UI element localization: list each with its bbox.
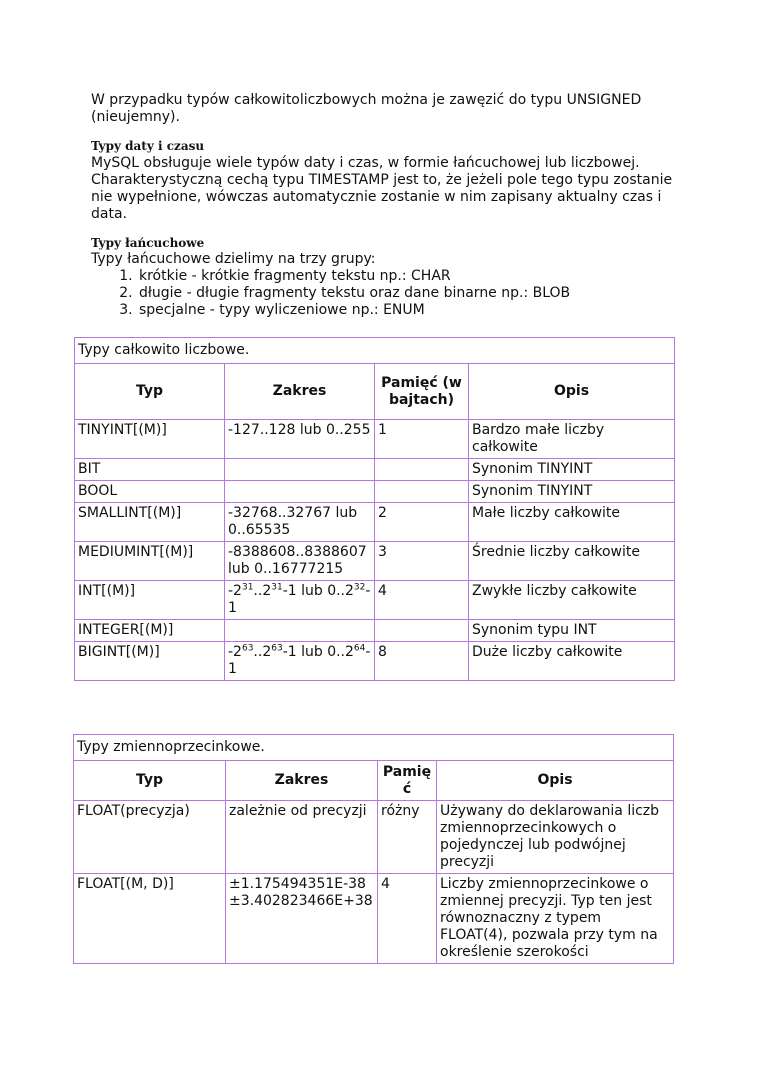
cell-opis: Duże liczby całkowite bbox=[469, 642, 675, 681]
cell-opis: Liczby zmiennoprzecinkowe o zmiennej precyzji. Typ ten jest równoznaczny z typem FLOAT(4), pozwala przy tym na określenie szerokości bbox=[437, 874, 674, 964]
cell-zakres bbox=[225, 620, 375, 642]
cell-zakres bbox=[225, 459, 375, 481]
cell-zakres: -8388608..8388607 lub 0..16777215 bbox=[225, 542, 375, 581]
cell-opis: Synonim typu INT bbox=[469, 620, 675, 642]
cell-typ: TINYINT[(M)] bbox=[75, 420, 225, 459]
list-item: 1. krótkie - krótkie fragmenty tekstu np.: CHAR bbox=[137, 268, 570, 285]
cell-opis: Średnie liczby całkowite bbox=[469, 542, 675, 581]
table-caption: Typy całkowito liczbowe. bbox=[75, 338, 675, 364]
cell-zakres: $-2^{63}..2^{63}-1$ lub 0..2$^{64}$-1 bbox=[225, 642, 375, 681]
column-header-opis: Opis bbox=[437, 761, 674, 801]
cell-pamiec: 4 bbox=[378, 874, 437, 964]
list-item: 2. długie - długie fragmenty tekstu oraz dane binarne np.: BLOB bbox=[137, 285, 570, 302]
table-row bbox=[75, 620, 675, 642]
cell-typ: BIGINT[(M)] bbox=[75, 642, 225, 681]
cell-pamiec: 1 bbox=[375, 420, 469, 459]
column-header-pamiec: Pamięć (w bajtach) bbox=[375, 364, 469, 420]
table-row bbox=[74, 801, 674, 874]
table-row bbox=[75, 581, 675, 620]
table-row bbox=[74, 874, 674, 964]
cell-typ: INT[(M)] bbox=[75, 581, 225, 620]
column-header-opis: Opis bbox=[469, 364, 675, 420]
string-types-list bbox=[91, 268, 570, 319]
table-row bbox=[75, 459, 675, 481]
cell-pamiec: 3 bbox=[375, 542, 469, 581]
cell-zakres: ±1.175494351E-38 ±3.402823466E+38 bbox=[226, 874, 378, 964]
cell-zakres: -127..128 lub 0..255 bbox=[225, 420, 375, 459]
cell-typ: BIT bbox=[75, 459, 225, 481]
table-row bbox=[75, 503, 675, 542]
cell-opis: Synonim TINYINT bbox=[469, 459, 675, 481]
table-caption: Typy zmiennoprzecinkowe. bbox=[74, 735, 674, 761]
string-section-heading: Typy łańcuchowe bbox=[91, 236, 205, 250]
cell-pamiec: różny bbox=[378, 801, 437, 874]
cell-typ: MEDIUMINT[(M)] bbox=[75, 542, 225, 581]
float-types-table bbox=[73, 734, 674, 964]
column-header-typ: Typ bbox=[74, 761, 226, 801]
list-item: 3. specjalne - typy wyliczeniowe np.: ENUM bbox=[137, 302, 570, 319]
cell-zakres bbox=[225, 481, 375, 503]
date-section-heading: Typy daty i czasu bbox=[91, 139, 205, 153]
cell-typ: FLOAT(precyzja) bbox=[74, 801, 226, 874]
cell-typ: FLOAT[(M, D)] bbox=[74, 874, 226, 964]
cell-zakres: zależnie od precyzji bbox=[226, 801, 378, 874]
column-header-typ: Typ bbox=[75, 364, 225, 420]
cell-opis: Używany do deklarowania liczb zmiennoprzecinkowych o pojedynczej lub podwójnej precyzji bbox=[437, 801, 674, 874]
cell-typ: BOOL bbox=[75, 481, 225, 503]
cell-typ: INTEGER[(M)] bbox=[75, 620, 225, 642]
column-header-pamiec: Pamięć bbox=[378, 761, 437, 801]
cell-opis: Bardzo małe liczby całkowite bbox=[469, 420, 675, 459]
string-section-text: Typy łańcuchowe dzielimy na trzy grupy: bbox=[91, 251, 376, 267]
cell-pamiec: 4 bbox=[375, 581, 469, 620]
table-row bbox=[75, 481, 675, 503]
cell-pamiec: 2 bbox=[375, 503, 469, 542]
cell-pamiec bbox=[375, 459, 469, 481]
table-row bbox=[75, 542, 675, 581]
cell-zakres: -32768..32767 lub 0..65535 bbox=[225, 503, 375, 542]
cell-opis: Małe liczby całkowite bbox=[469, 503, 675, 542]
date-section-text: MySQL obsługuje wiele typów daty i czas, w formie łańcuchowej lub liczbowej. Charakterystyczną cechą typu TIMESTAMP jest to, że jeżeli pole tego typu zostanie nie wypełnione, wówczas automatycznie zostanie w nim zapisany aktualny czas i data. bbox=[91, 155, 673, 222]
cell-pamiec bbox=[375, 481, 469, 503]
cell-opis: Synonim TINYINT bbox=[469, 481, 675, 503]
table-row bbox=[75, 420, 675, 459]
column-header-zakres: Zakres bbox=[225, 364, 375, 420]
cell-pamiec: 8 bbox=[375, 642, 469, 681]
cell-typ: SMALLINT[(M)] bbox=[75, 503, 225, 542]
table-row bbox=[75, 642, 675, 681]
cell-zakres: $-2^{31}..2^{31}-1$ lub 0..2$^{32}$-1 bbox=[225, 581, 375, 620]
integer-types-table bbox=[74, 337, 675, 681]
cell-opis: Zwykłe liczby całkowite bbox=[469, 581, 675, 620]
column-header-zakres: Zakres bbox=[226, 761, 378, 801]
intro-paragraph: W przypadku typów całkowitoliczbowych można je zawęzić do typu UNSIGNED (nieujemny). bbox=[91, 92, 642, 125]
cell-pamiec bbox=[375, 620, 469, 642]
